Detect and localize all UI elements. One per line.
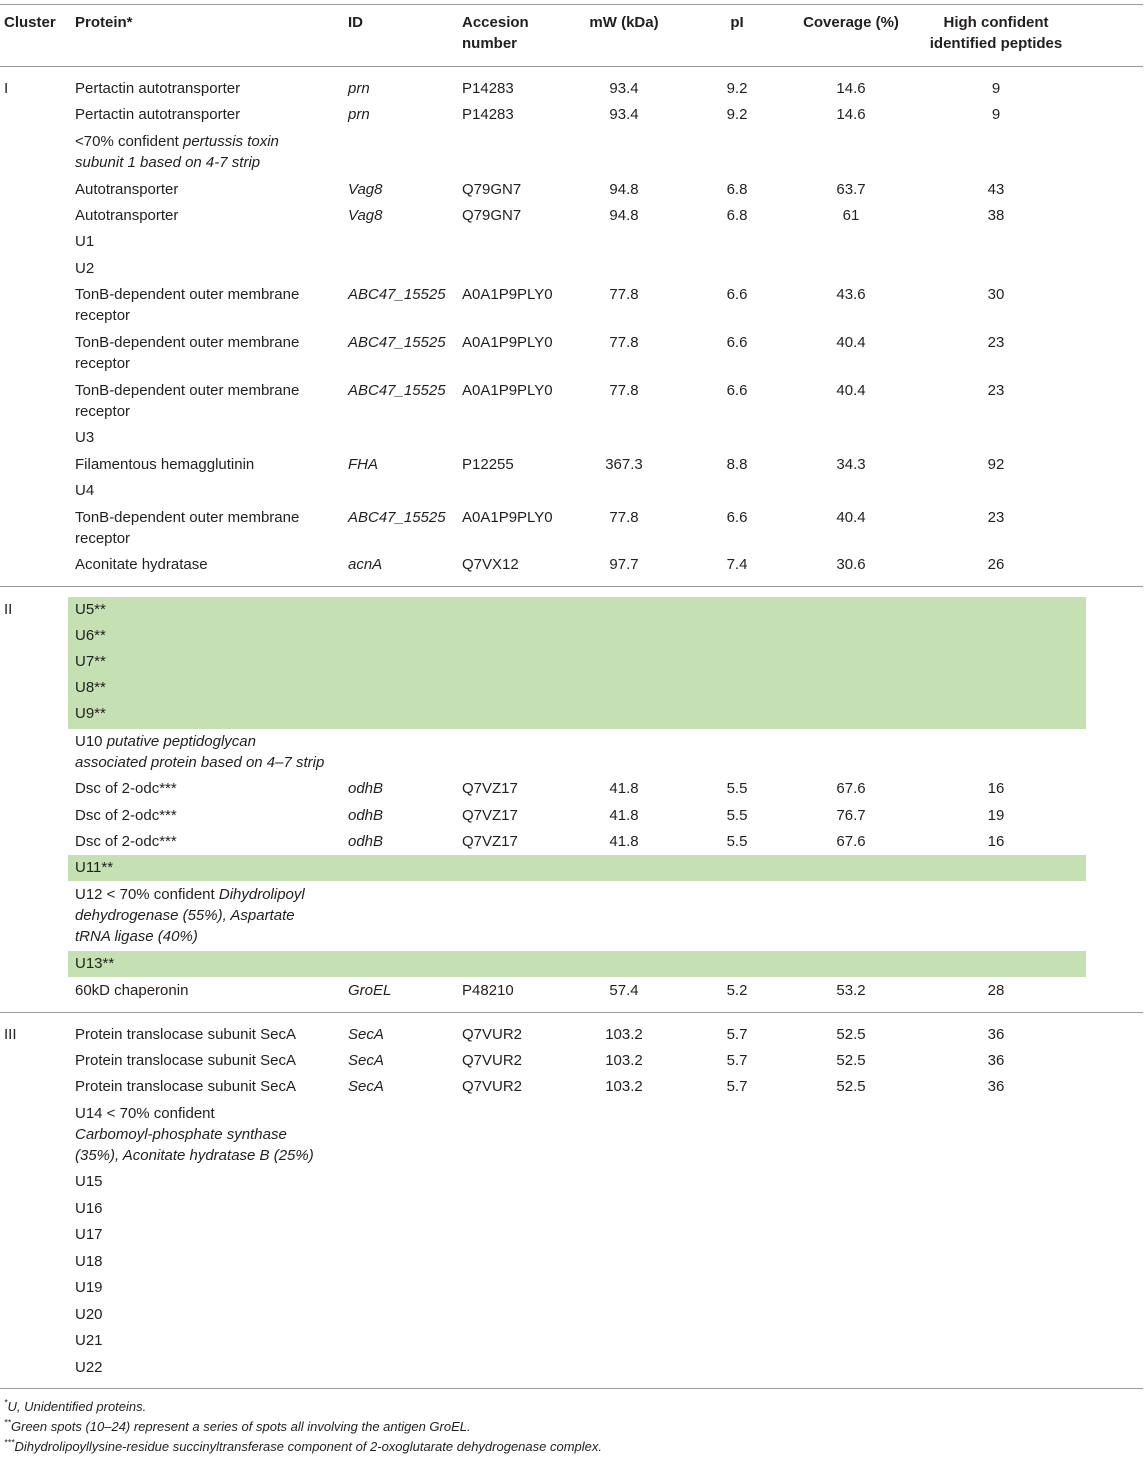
row-id: ABC47_15525: [348, 286, 446, 303]
row-id: ABC47_15525: [348, 509, 446, 526]
row-mw: 93.4: [609, 106, 639, 123]
row-protein: Dsc of 2-odc***: [75, 780, 177, 797]
row-protein-line2: receptor: [75, 355, 131, 372]
row-protein: U1: [75, 233, 95, 250]
cluster-label-2: II: [4, 601, 13, 618]
row-peptides: 9: [991, 80, 1001, 97]
row-accession: A0A1P9PLY0: [462, 382, 553, 399]
row-pi: 6.8: [726, 181, 748, 198]
row-coverage: 67.6: [836, 833, 866, 850]
row-protein-note: [75, 884, 305, 905]
row-protein: U22: [75, 1359, 103, 1376]
row-mw: 41.8: [609, 807, 639, 824]
row-protein: Autotransporter: [75, 181, 179, 198]
row-accession: A0A1P9PLY0: [462, 286, 553, 303]
row-protein: Protein translocase subunit SecA: [75, 1078, 296, 1095]
row-mw: 41.8: [609, 833, 639, 850]
row-protein: Aconitate hydratase: [75, 556, 208, 573]
footnote-2-mark: **: [4, 1417, 12, 1428]
row-coverage: 14.6: [836, 80, 866, 97]
row-mw: 77.8: [609, 334, 639, 351]
row-protein: U2: [75, 260, 95, 277]
row-peptides: 30: [987, 286, 1005, 303]
row-peptides: 19: [987, 807, 1005, 824]
row-protein-line2: receptor: [75, 307, 131, 324]
row-pi: 6.6: [726, 334, 748, 351]
row-peptides: 16: [987, 833, 1005, 850]
row-accession: P48210: [462, 982, 514, 999]
row-id: prn: [348, 80, 370, 97]
row-peptides: 23: [987, 334, 1005, 351]
note-italic: putative peptidoglycan: [106, 733, 256, 750]
header-cluster: Cluster: [4, 14, 56, 31]
header-rule: [0, 66, 1143, 67]
groel-highlight-u11: [68, 855, 1086, 881]
row-coverage: 30.6: [836, 556, 866, 573]
row-id: odhB: [348, 807, 384, 824]
row-id: odhB: [348, 833, 384, 850]
row-protein: U16: [75, 1200, 103, 1217]
row-accession: P14283: [462, 80, 514, 97]
row-id: FHA: [348, 456, 378, 473]
row-protein: U7**: [75, 653, 106, 670]
cluster-rule-2: [0, 1012, 1143, 1013]
row-mw: 103.2: [605, 1026, 643, 1043]
footnote-2-text: Green spots (10–24) represent a series of spots all involving the antigen GroEL.: [11, 1419, 471, 1434]
row-protein: Pertactin autotransporter: [75, 80, 241, 97]
row-protein: 60kD chaperonin: [75, 982, 189, 999]
row-pi: 6.6: [726, 382, 748, 399]
header-id: ID: [348, 14, 363, 31]
row-pi: 9.2: [726, 80, 748, 97]
header-mw: mW (kDa): [589, 14, 659, 31]
row-mw: 367.3: [605, 456, 643, 473]
row-id: SecA: [348, 1026, 384, 1043]
row-pi: 6.6: [726, 509, 748, 526]
note-prefix: <70% confident: [75, 133, 183, 150]
row-coverage: 52.5: [836, 1078, 866, 1095]
row-protein-note-line3: (35%), Aconitate hydratase B (25%): [75, 1147, 314, 1164]
row-coverage: 40.4: [836, 382, 866, 399]
row-id: acnA: [348, 556, 383, 573]
row-accession: Q7VZ17: [462, 780, 518, 797]
row-mw: 77.8: [609, 286, 639, 303]
row-protein: U18: [75, 1253, 103, 1270]
row-pi: 6.6: [726, 286, 748, 303]
footnote-1: [4, 1398, 146, 1416]
header-protein: Protein*: [75, 14, 133, 31]
row-protein: U19: [75, 1279, 103, 1296]
row-protein: Autotransporter: [75, 207, 179, 224]
row-protein-note: U14 < 70% confident: [75, 1105, 215, 1122]
cluster-rule-1: [0, 586, 1143, 587]
row-protein: TonB-dependent outer membrane: [75, 334, 300, 351]
row-coverage: 63.7: [836, 181, 866, 198]
row-id: prn: [348, 106, 370, 123]
row-accession: Q7VZ17: [462, 807, 518, 824]
row-coverage: 67.6: [836, 780, 866, 797]
row-pi: 5.7: [726, 1026, 748, 1043]
row-accession: A0A1P9PLY0: [462, 509, 553, 526]
row-protein: U11**: [75, 859, 114, 876]
table-top-rule: [0, 4, 1143, 5]
row-id: SecA: [348, 1052, 384, 1069]
row-coverage: 40.4: [836, 509, 866, 526]
row-protein: TonB-dependent outer membrane: [75, 509, 300, 526]
row-mw: 77.8: [609, 382, 639, 399]
table-bottom-rule: [0, 1388, 1143, 1389]
row-peptides: 36: [987, 1052, 1005, 1069]
row-coverage: 61: [842, 207, 860, 224]
row-mw: 103.2: [605, 1078, 643, 1095]
row-accession: Q79GN7: [462, 181, 522, 198]
row-protein: U20: [75, 1306, 103, 1323]
row-accession: P14283: [462, 106, 514, 123]
row-pi: 6.8: [726, 207, 748, 224]
row-protein-note-line2: Carbomoyl-phosphate synthase: [75, 1126, 287, 1143]
row-protein-note: [75, 131, 279, 152]
row-pi: 5.2: [726, 982, 748, 999]
footnote-1-mark: *: [4, 1397, 8, 1408]
row-peptides: 16: [987, 780, 1005, 797]
row-mw: 94.8: [609, 181, 639, 198]
row-protein: U17: [75, 1226, 103, 1243]
cluster-label-3: III: [4, 1026, 17, 1043]
row-coverage: 14.6: [836, 106, 866, 123]
note-prefix: U12 < 70% confident: [75, 886, 219, 903]
row-protein: U9**: [75, 705, 106, 722]
row-peptides: 36: [987, 1026, 1005, 1043]
row-peptides: 38: [987, 207, 1005, 224]
row-id: GroEL: [348, 982, 392, 999]
row-peptides: 23: [987, 509, 1005, 526]
row-peptides: 36: [987, 1078, 1005, 1095]
row-accession: Q7VUR2: [462, 1026, 523, 1043]
row-peptides: 92: [987, 456, 1005, 473]
header-peptides: High confident identified peptides: [929, 14, 1063, 52]
row-mw: 103.2: [605, 1052, 643, 1069]
row-protein: Dsc of 2-odc***: [75, 807, 177, 824]
header-pi: pI: [730, 14, 744, 31]
row-protein: TonB-dependent outer membrane: [75, 286, 300, 303]
groel-highlight-u13: [68, 951, 1086, 977]
row-mw: 93.4: [609, 80, 639, 97]
row-id: ABC47_15525: [348, 334, 446, 351]
row-accession: Q7VUR2: [462, 1078, 523, 1095]
row-mw: 77.8: [609, 509, 639, 526]
row-protein: U21: [75, 1332, 103, 1349]
row-protein: U8**: [75, 679, 106, 696]
header-accession: Accesion number: [462, 14, 529, 52]
row-protein: U13**: [75, 955, 115, 972]
row-protein: U4: [75, 482, 95, 499]
row-pi: 5.5: [726, 833, 748, 850]
row-coverage: 52.5: [836, 1052, 866, 1069]
row-mw: 57.4: [609, 982, 639, 999]
row-accession: A0A1P9PLY0: [462, 334, 553, 351]
groel-highlight-u5-u9: [68, 597, 1086, 729]
row-accession: Q7VUR2: [462, 1052, 523, 1069]
row-protein-note-line2: associated protein based on 4–7 strip: [75, 754, 325, 771]
footnote-2: [4, 1418, 471, 1436]
row-protein: U6**: [75, 627, 106, 644]
row-pi: 5.5: [726, 780, 748, 797]
row-coverage: 40.4: [836, 334, 866, 351]
row-pi: 5.7: [726, 1052, 748, 1069]
row-protein-note-line2: subunit 1 based on 4-7 strip: [75, 154, 261, 171]
row-peptides: 26: [987, 556, 1005, 573]
row-protein: TonB-dependent outer membrane: [75, 382, 300, 399]
row-protein: Protein translocase subunit SecA: [75, 1026, 296, 1043]
row-protein: Dsc of 2-odc***: [75, 833, 177, 850]
note-italic: Dihydrolipoyl: [218, 886, 305, 903]
row-coverage: 53.2: [836, 982, 866, 999]
row-pi: 5.5: [726, 807, 748, 824]
row-coverage: 52.5: [836, 1026, 866, 1043]
row-pi: 8.8: [726, 456, 748, 473]
footnote-3: [4, 1438, 602, 1456]
row-mw: 97.7: [609, 556, 639, 573]
row-coverage: 34.3: [836, 456, 866, 473]
row-accession: Q7VZ17: [462, 833, 518, 850]
row-peptides: 28: [987, 982, 1005, 999]
row-id: odhB: [348, 780, 384, 797]
footnote-1-text: U, Unidentified proteins.: [7, 1399, 147, 1414]
row-pi: 9.2: [726, 106, 748, 123]
footnote-3-text: Dihydrolipoyllysine-residue succinyltransferase component of 2-oxoglutarate dehydrogenase complex.: [14, 1439, 602, 1454]
row-accession: P12255: [462, 456, 514, 473]
row-protein: Pertactin autotransporter: [75, 106, 241, 123]
header-coverage: Coverage (%): [803, 14, 899, 31]
row-peptides: 23: [987, 382, 1005, 399]
row-protein: U5**: [75, 601, 106, 618]
row-coverage: 43.6: [836, 286, 866, 303]
row-protein-note-line3: tRNA ligase (40%): [75, 928, 198, 945]
cluster-label-1: I: [4, 80, 9, 97]
note-italic: pertussis toxin: [183, 133, 279, 150]
row-coverage: 76.7: [836, 807, 866, 824]
footnote-3-mark: ***: [4, 1437, 15, 1448]
row-id: Vag8: [348, 207, 383, 224]
row-accession: Q79GN7: [462, 207, 522, 224]
row-protein: U3: [75, 429, 95, 446]
row-accession: Q7VX12: [462, 556, 519, 573]
row-protein-line2: receptor: [75, 403, 131, 420]
row-protein-note: [75, 731, 256, 752]
row-id: ABC47_15525: [348, 382, 446, 399]
row-protein-note-line2: dehydrogenase (55%), Aspartate: [75, 907, 295, 924]
row-protein: Protein translocase subunit SecA: [75, 1052, 296, 1069]
row-protein: U15: [75, 1173, 103, 1190]
row-pi: 7.4: [726, 556, 748, 573]
row-id: SecA: [348, 1078, 384, 1095]
row-id: Vag8: [348, 181, 383, 198]
row-pi: 5.7: [726, 1078, 748, 1095]
row-mw: 41.8: [609, 780, 639, 797]
row-peptides: 9: [991, 106, 1001, 123]
note-prefix: U10: [75, 733, 107, 750]
row-protein: Filamentous hemagglutinin: [75, 456, 255, 473]
row-mw: 94.8: [609, 207, 639, 224]
row-protein-line2: receptor: [75, 530, 131, 547]
row-peptides: 43: [987, 181, 1005, 198]
